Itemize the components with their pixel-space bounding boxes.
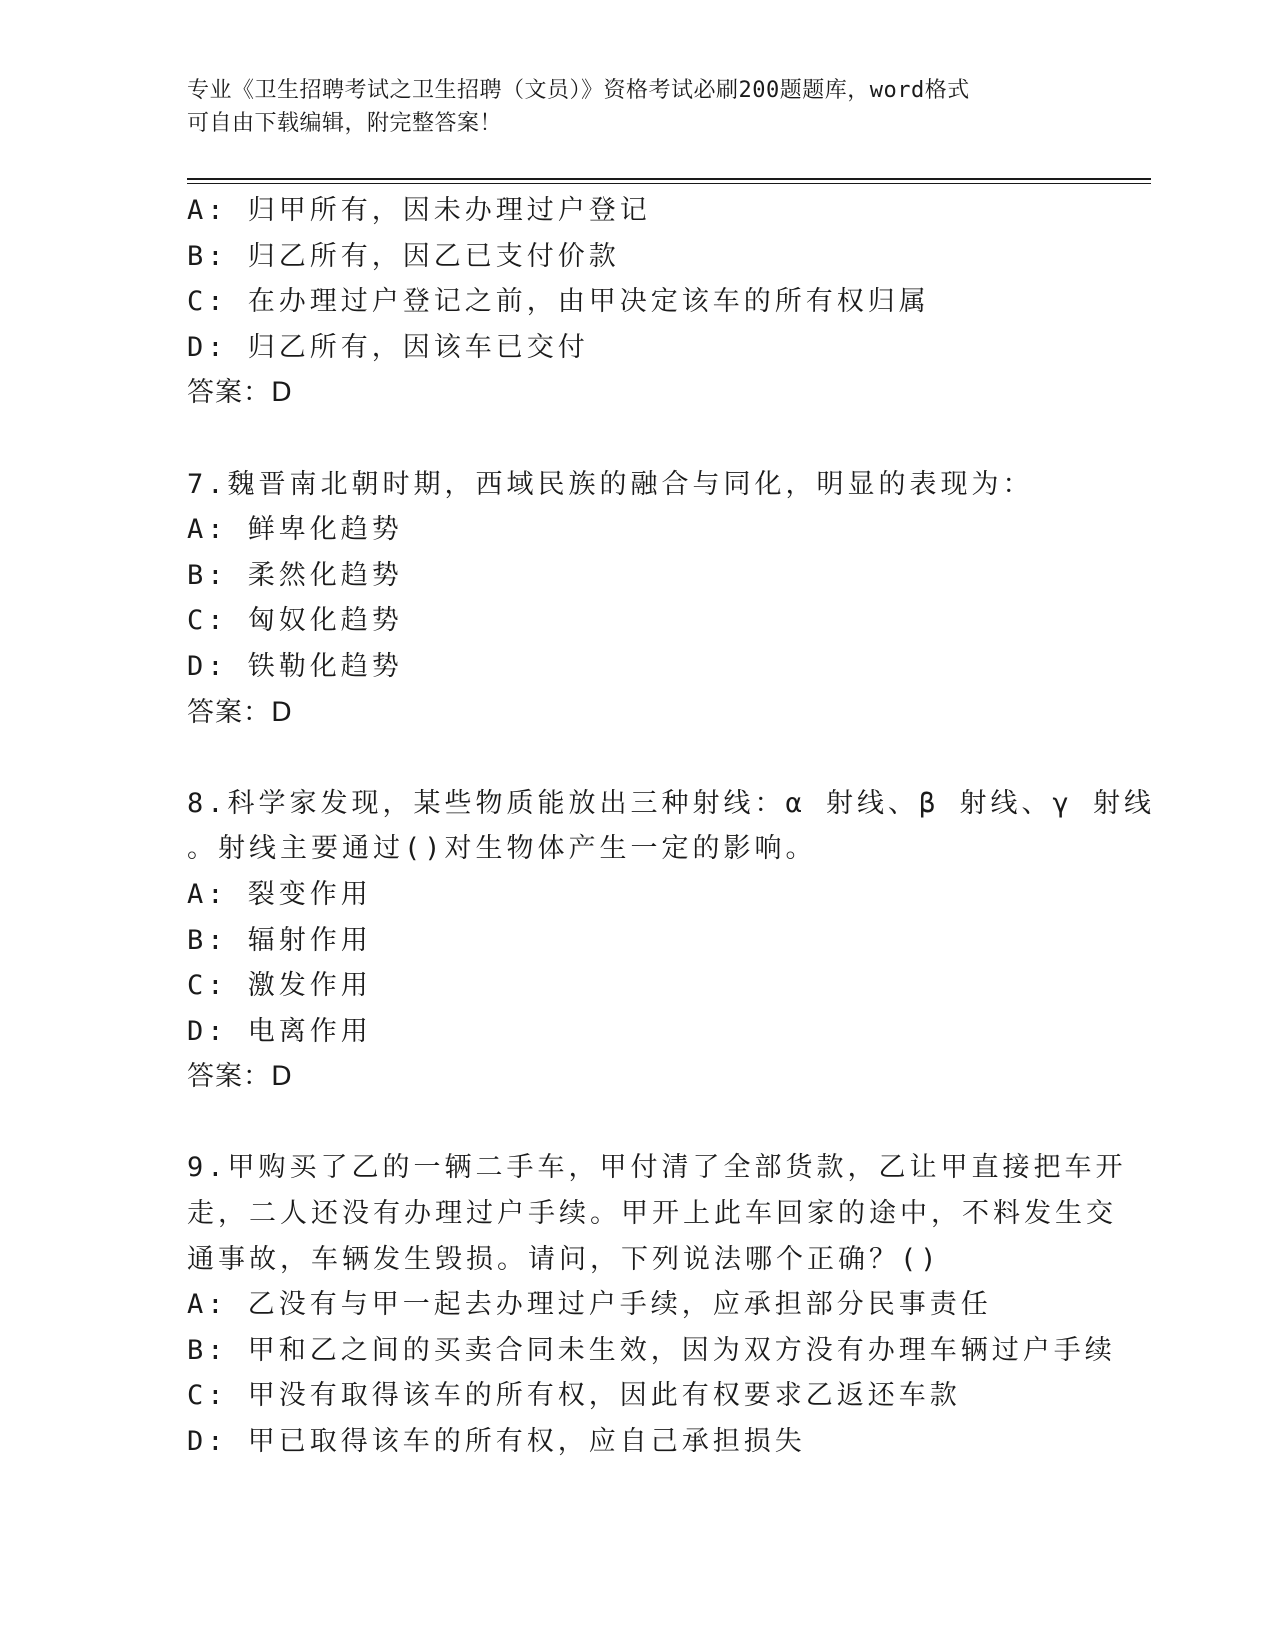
question-stem: 。射线主要通过()对生物体产生一定的影响。: [187, 833, 817, 865]
option-a: A: 归甲所有，因未办理过户登记: [187, 195, 651, 226]
option-a: A: 鲜卑化趋势: [187, 514, 403, 546]
block-gap: [187, 1100, 1107, 1146]
header-line-2: 可自由下载编辑，附完整答案！: [187, 111, 503, 136]
header-line-1: 专业《卫生招聘考试之卫生招聘（文员）》资格考试必刷200题题库，word格式: [187, 78, 970, 103]
option-d: D: 甲已取得该车的所有权，应自己承担损失: [187, 1426, 806, 1458]
option-b: B: 归乙所有，因乙已支付价款: [187, 240, 620, 272]
block-gap: [187, 735, 1107, 781]
question-list: [187, 188, 1156, 1465]
header-divider-thick: [187, 178, 1151, 180]
option-b: B: 辐射作用: [187, 924, 372, 956]
answer-line: 答案：D: [187, 696, 293, 728]
question-block-8: [187, 781, 1156, 1100]
option-a: A: 乙没有与甲一起去办理过户手续，应承担部分民事责任: [187, 1289, 992, 1321]
question-block-9: [187, 1145, 1127, 1464]
option-b: B: 柔然化趋势: [187, 559, 403, 591]
option-d: D: 电离作用: [187, 1015, 372, 1047]
question-stem: 9.甲购买了乙的一辆二手车，甲付清了全部货款，乙让甲直接把车开: [187, 1152, 1127, 1184]
question-block-7: [187, 462, 1107, 736]
question-block-6: [187, 188, 1107, 416]
option-c: C: 甲没有取得该车的所有权，因此有权要求乙返还车款: [187, 1380, 961, 1412]
option-c: C: 匈奴化趋势: [187, 605, 403, 637]
question-stem: 8.科学家发现，某些物质能放出三种射线：α 射线、β 射线、γ 射线: [187, 787, 1156, 819]
document-header: [187, 74, 1087, 140]
question-stem: 7.魏晋南北朝时期，西域民族的融合与同化，明显的表现为：: [187, 468, 1034, 500]
option-c: C: 在办理过户登记之前，由甲决定该车的所有权归属: [187, 286, 930, 318]
answer-line: 答案：D: [187, 1061, 293, 1093]
option-d: D: 铁勒化趋势: [187, 650, 403, 682]
block-gap: [187, 416, 1107, 462]
option-b: B: 甲和乙之间的买卖合同未生效，因为双方没有办理车辆过户手续: [187, 1334, 1116, 1366]
option-d: D: 归乙所有，因该车已交付: [187, 331, 589, 363]
question-stem: 通事故，车辆发生毁损。请问，下列说法哪个正确？(): [187, 1243, 941, 1275]
option-a: A: 裂变作用: [187, 878, 372, 910]
answer-line: 答案：D: [187, 377, 293, 409]
header-divider-thin: [187, 183, 1151, 184]
option-c: C: 激发作用: [187, 970, 372, 1002]
question-stem: 走，二人还没有办理过户手续。甲开上此车回家的途中，不料发生交: [187, 1198, 1117, 1230]
